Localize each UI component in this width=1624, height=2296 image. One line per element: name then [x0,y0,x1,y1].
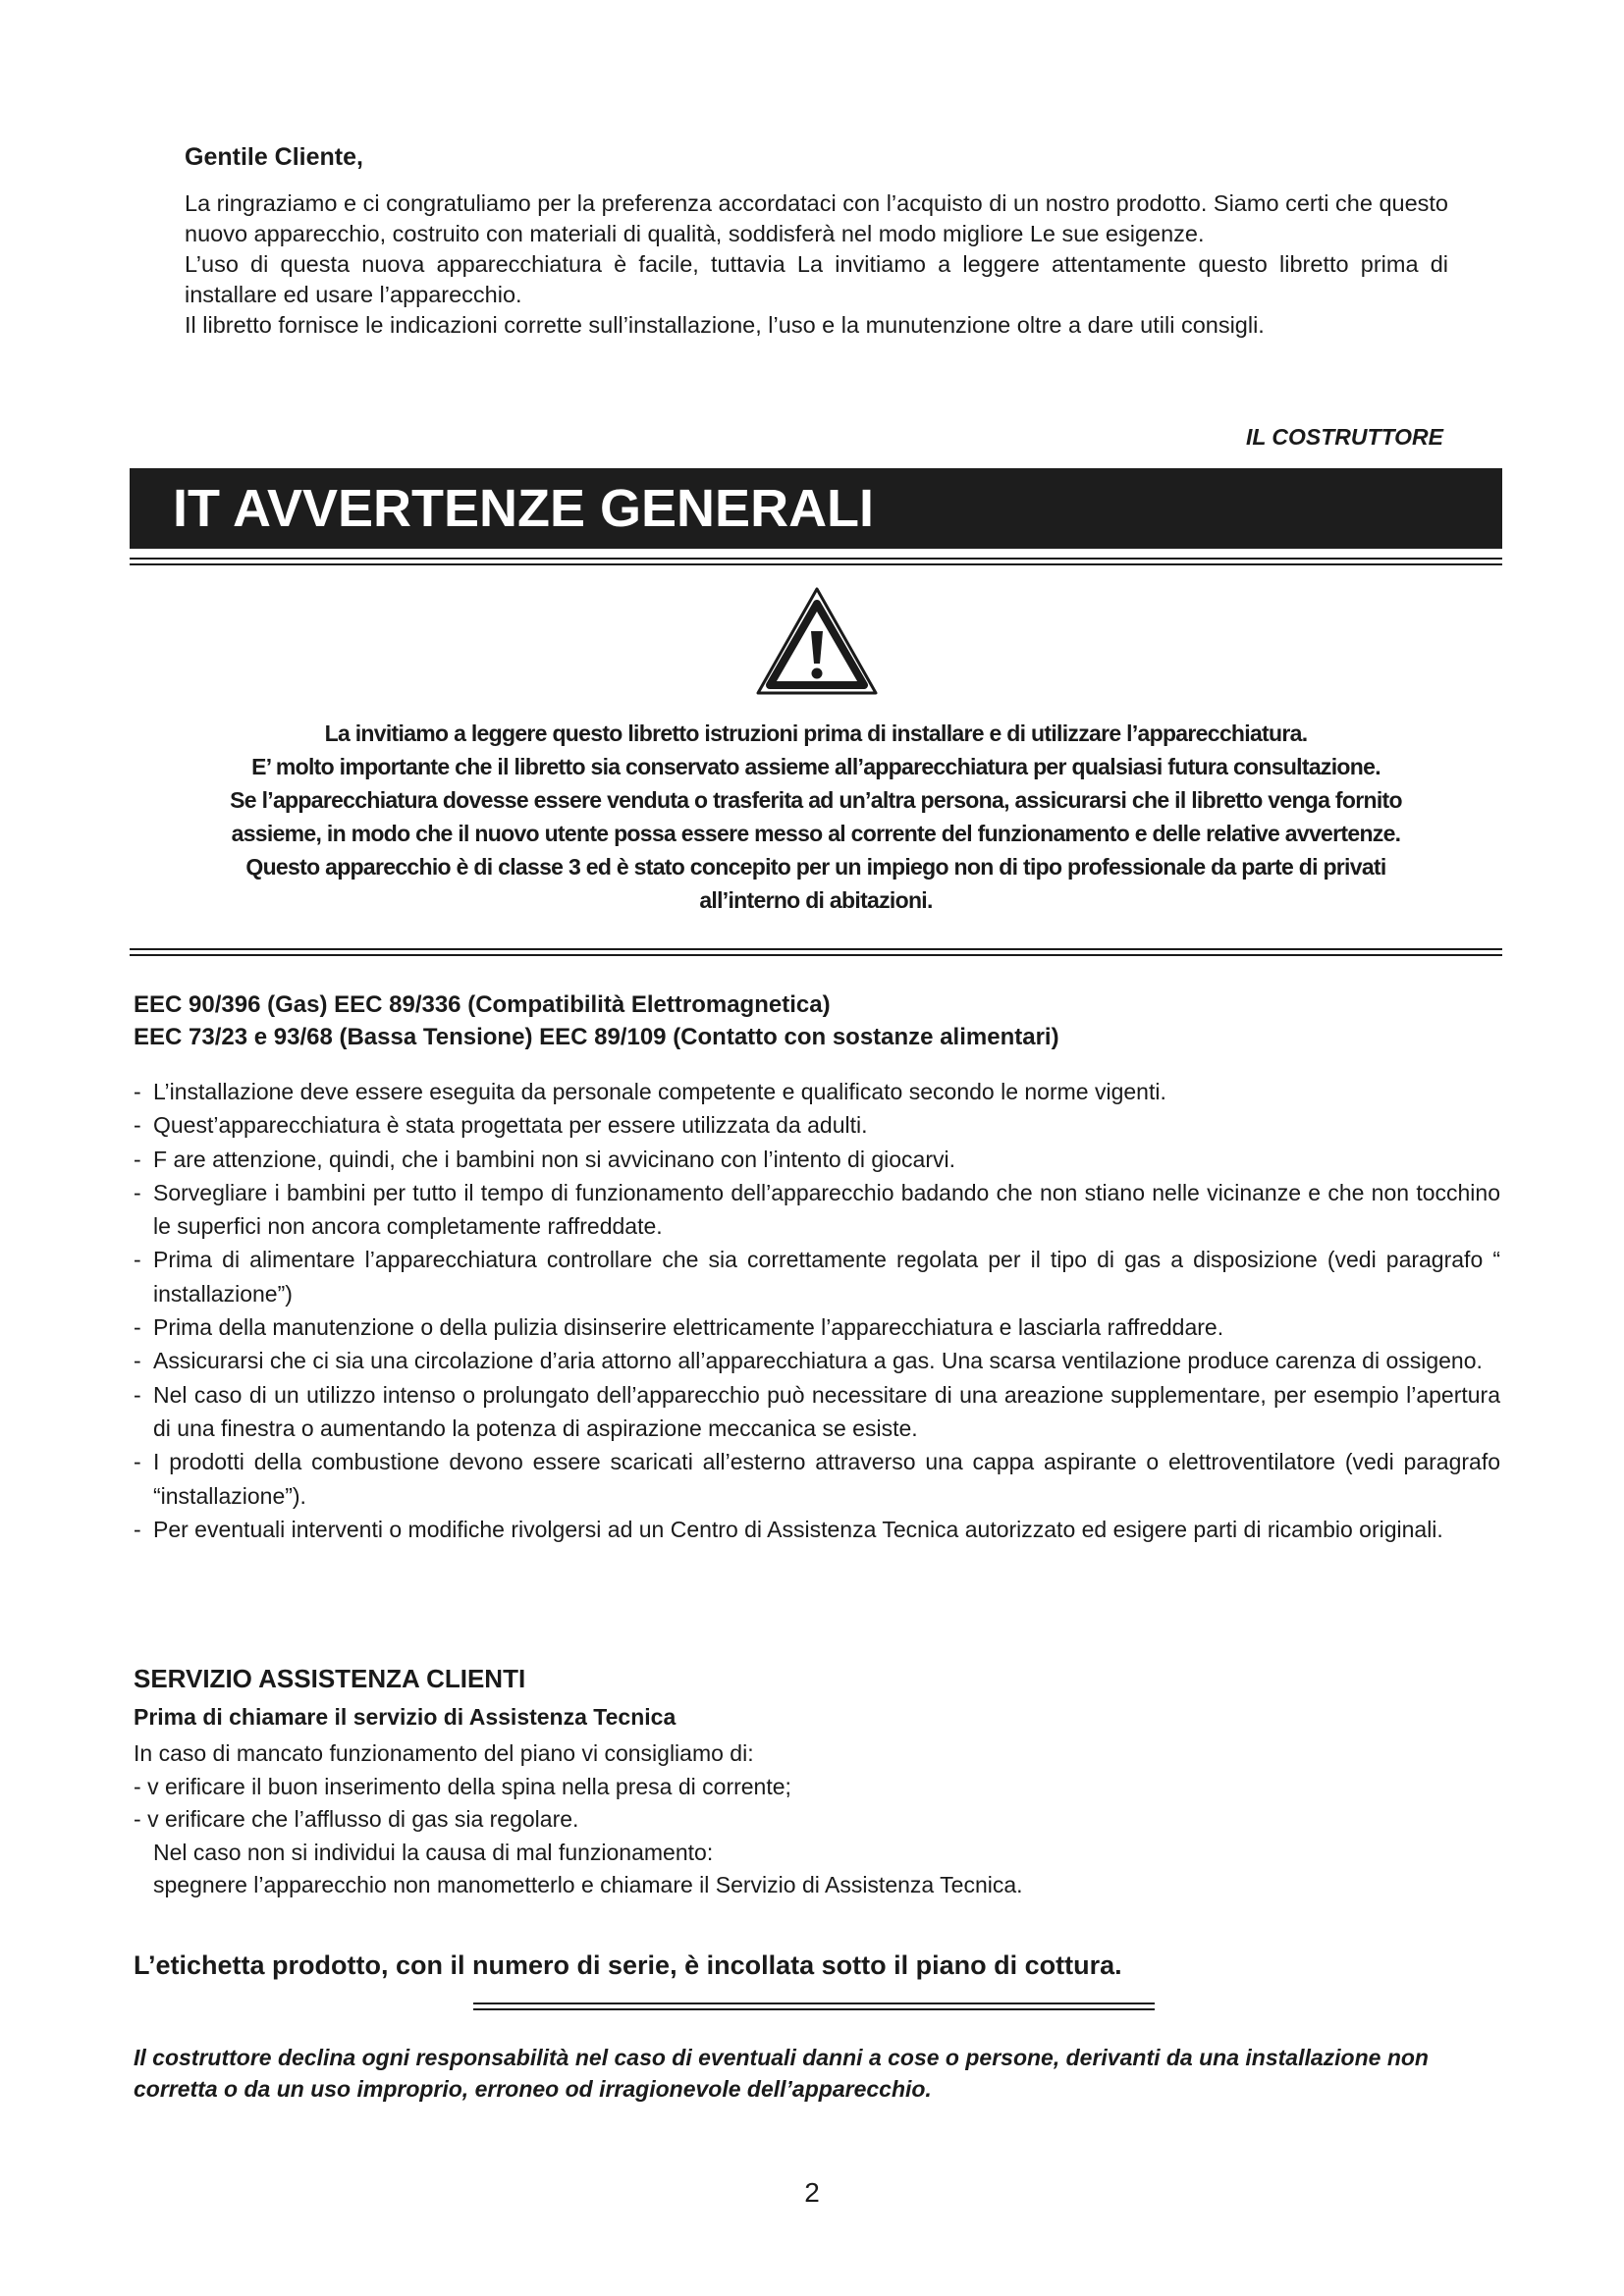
list-item: - Sorvegliare i bambini per tutto il tempo di funzionamento dell’apparecchio badando che non stiano nelle vicinanze e che non tocchino le superfici non ancora completamente raffreddate. [134,1176,1500,1244]
service-title: SERVIZIO ASSISTENZA CLIENTI [134,1664,526,1693]
service-check: - v erificare il buon inserimento della spina nella presa di corrente; [134,1773,791,1799]
warning-line: Se l’apparecchiatura dovesse essere venduta o trasferita ad un’altra persona, assicurarsi che il libretto venga fornito [230,787,1402,813]
intro-text [185,188,1448,341]
intro-paragraph: La ringraziamo e ci congratuliamo per la preferenza accordataci con l’acquisto di un nostro prodotto. Siamo certi che questo nuovo apparecchio, costruito con materiali di qualità, soddisferà nel modo migliore Le sue esigenze. [185,190,1448,246]
service-check-text: v erificare il buon inserimento della spina nella presa di corrente; [147,1773,791,1799]
service-body [134,1737,1023,1902]
list-item: - Prima della manutenzione o della pulizia disinserire elettricamente l’apparecchiatura e lasciarla raffreddare. [134,1310,1500,1344]
warning-line: assieme, in modo che il nuovo utente possa essere messo al corrente del funzionamento e delle relative avvertenze. [231,821,1401,846]
divider [130,954,1502,956]
directive-line: EEC 73/23 e 93/68 (Bassa Tensione) EEC 89/109 (Contatto con sostanze alimentari) [134,1024,1059,1050]
directive-line: EEC 90/396 (Gas) EEC 89/336 (Compatibilità Elettromagnetica) [134,991,831,1018]
greeting: Gentile Cliente, [185,143,363,171]
section-title: IT AVVERTENZE GENERALI [130,468,1502,549]
service-subtitle: Prima di chiamare il servizio di Assistenza Tecnica [134,1704,677,1730]
service-fallback-intro: Nel caso non si individui la causa di mal funzionamento: [153,1839,714,1865]
service-check-text: v erificare che l’afflusso di gas sia regolare. [147,1806,579,1832]
warning-line: La invitiamo a leggere questo libretto istruzioni prima di installare e di utilizzare l’apparecchiatura. [324,721,1308,746]
divider [473,2002,1155,2004]
directives [134,988,1059,1053]
list-item: - F are attenzione, quindi, che i bambini non si avvicinano con l’intento di giocarvi. [134,1143,1500,1176]
divider [473,2008,1155,2010]
warning-line: E’ molto importante che il libretto sia conservato assieme all’apparecchiatura per qualsiasi futura consultazione. [251,754,1380,779]
warning-line: all’interno di abitazioni. [699,887,933,913]
list-item: - Quest’apparecchiatura è stata progettata per essere utilizzata da adulti. [134,1108,1500,1142]
intro-paragraph: Il libretto fornisce le indicazioni corrette sull’installazione, l’uso e la munutenzione oltre a dare utili consigli. [185,312,1265,338]
service-intro: In caso di mancato funzionamento del piano vi consigliamo di: [134,1740,754,1766]
list-item: - Nel caso di un utilizzo intenso o prolungato dell’apparecchio può necessitare di una areazione supplementare, per esempio l’apertura di una finestra o aumentando la potenza di aspirazione meccanica se esiste. [134,1378,1500,1446]
page-number: 2 [804,2177,820,2208]
list-item: - Assicurarsi che ci sia una circolazione d’aria attorno all’apparecchiatura a gas. Una scarsa ventilazione produce carenza di ossigeno. [134,1344,1500,1377]
divider [130,948,1502,950]
divider [130,563,1502,565]
divider [130,558,1502,560]
list-item: - I prodotti della combustione devono essere scaricati all’esterno attraverso una cappa aspirante o elettroventilatore (vedi paragrafo “installazione”). [134,1445,1500,1513]
list-item: - L’installazione deve essere eseguita da personale competente e qualificato secondo le norme vigenti. [134,1075,1500,1108]
list-item: - Prima di alimentare l’apparecchiatura controllare che sia correttamente regolata per il tipo di gas a disposizione (vedi paragrafo “ installazione”) [134,1243,1500,1310]
intro-paragraph: L’uso di questa nuova apparecchiatura è facile, tuttavia La invitiamo a leggere attentamente questo libretto prima di installare ed usare l’apparecchio. [185,251,1448,307]
service-fallback-action: spegnere l’apparecchio non manometterlo e chiamare il Servizio di Assistenza Tecnica. [153,1872,1023,1897]
label-note: L’etichetta prodotto, con il numero di serie, è incollata sotto il piano di cottura. [134,1950,1122,1980]
warning-statement [134,717,1498,917]
disclaimer: Il costruttore declina ogni responsabilità nel caso di eventuali danni a cose o persone, derivanti da una installazione non corretta o da un uso improprio, erroneo od irragionevole dell’apparecchio. [134,2045,1429,2102]
signature: IL COSTRUTTORE [1245,424,1443,450]
service-check: - v erificare che l’afflusso di gas sia regolare. [134,1806,579,1832]
list-item: - Per eventuali interventi o modifiche rivolgersi ad un Centro di Assistenza Tecnica autorizzato ed esigere parti di ricambio originali. [134,1513,1500,1546]
warning-line: Questo apparecchio è di classe 3 ed è stato concepito per un impiego non di tipo professionale da parte di privati [245,854,1386,880]
warning-triangle-icon [756,587,878,697]
warning-list [134,1075,1500,1546]
